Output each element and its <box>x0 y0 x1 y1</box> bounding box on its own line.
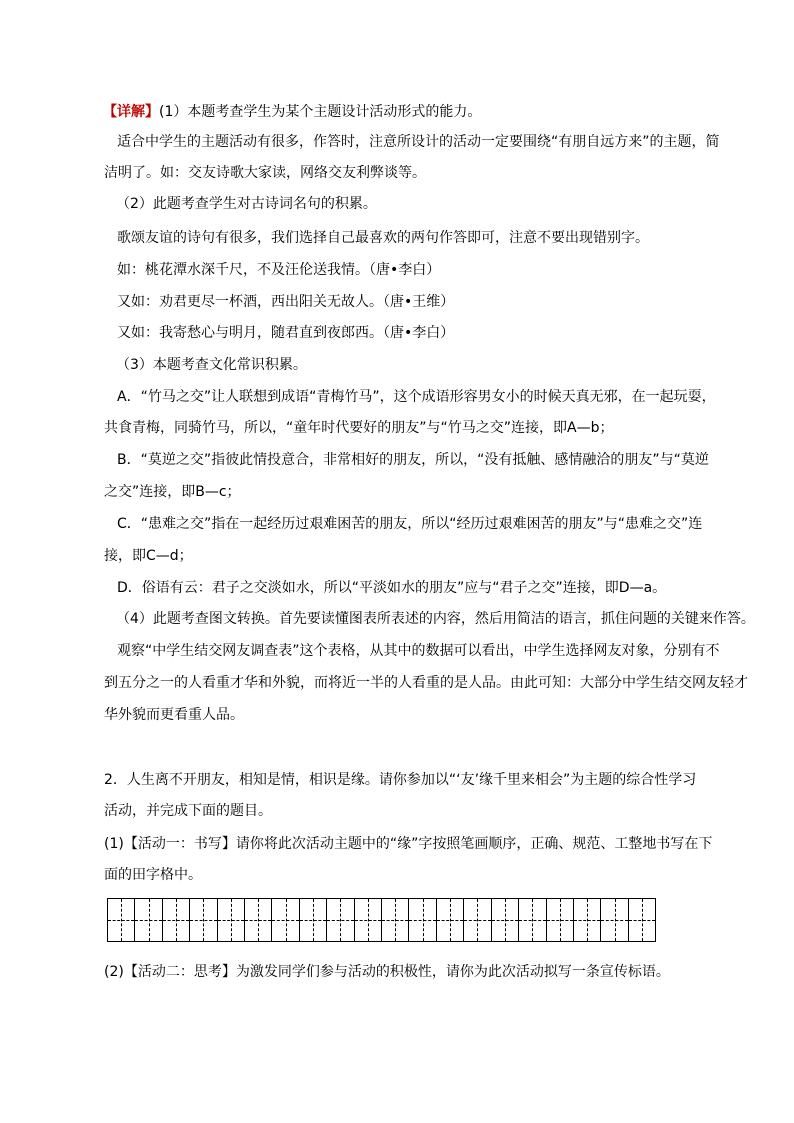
q3-b-line-1: B．“莫逆之交”指彼此情投意合，非常相好的朋友，所以，“没有抵触、感情融洽的朋友”与“莫逆 <box>117 452 709 468</box>
q2-example-2: 又如：劝君更尽一杯酒，西出阳关无故人。（唐•王维） <box>117 294 455 310</box>
q4-body-1: 观察“中学生结交网友调查表”这个表格，从其中的数据可以看出，中学生选择网友对象，分别有不 <box>117 643 720 659</box>
tianzige-cell[interactable] <box>108 899 135 941</box>
question2-stem-1: 2．人生离不开朋友，相知是情，相识是缘。请你参加以“‘友’缘千里来相会”为主题的综合性学习 <box>104 772 697 788</box>
tianzige-cell[interactable] <box>492 899 519 941</box>
tianzige-cell[interactable] <box>574 899 601 941</box>
tianzige-cell[interactable] <box>272 899 299 941</box>
tianzige-cell[interactable] <box>464 899 491 941</box>
q4-intro: （4）此题考查图文转换。首先要读懂图表所表述的内容，然后用简洁的语言，抓住问题的关键来作答。 <box>116 611 755 627</box>
tianzige-cell[interactable] <box>409 899 436 941</box>
q2-example-3: 又如：我寄愁心与明月，随君直到夜郎西。（唐•李白） <box>117 325 455 341</box>
q3-a-line-2: 共食青梅，同骑竹马，所以，“童年时代要好的朋友”与“竹马之交”连接，即A—b； <box>104 420 614 436</box>
q3-d-line: D．俗语有云：君子之交淡如水，所以“平淡如水的朋友”应与“君子之交”连接，即D—a。 <box>117 580 667 596</box>
question2-sub2: (2)【活动二：思考】为激发同学们参与活动的积极性，请你为此次活动拟写一条宣传标语。 <box>104 964 670 980</box>
tianzige-cell[interactable] <box>629 899 655 941</box>
detail-tag: 【详解】 <box>103 104 159 120</box>
tianzige-cell[interactable] <box>218 899 245 941</box>
tianzige-cell[interactable] <box>547 899 574 941</box>
tianzige-cell[interactable] <box>355 899 382 941</box>
q1-body-1: 适合中学生的主题活动有很多，作答时，注意所设计的活动一定要围绕“有朋自远方来”的主题，简 <box>117 134 720 150</box>
q3-intro: （3）本题考查文化常识积累。 <box>116 357 307 373</box>
tianzige-cell[interactable] <box>163 899 190 941</box>
tianzige-cell[interactable] <box>190 899 217 941</box>
tianzige-writing-grid[interactable] <box>107 898 656 942</box>
tianzige-cell[interactable] <box>437 899 464 941</box>
question2-sub1-2: 面的田字格中。 <box>104 867 202 883</box>
tianzige-cell[interactable] <box>300 899 327 941</box>
q2-body: 歌颂友谊的诗句有很多，我们选择自己最喜欢的两句作答即可，注意不要出现错别字。 <box>117 230 649 246</box>
tianzige-cell[interactable] <box>519 899 546 941</box>
q2-example-1: 如：桃花潭水深千尺，不及汪伦送我情。（唐•李白） <box>117 262 441 278</box>
q2-intro: （2）此题考查学生对古诗词名句的积累。 <box>116 196 377 212</box>
tianzige-cell[interactable] <box>135 899 162 941</box>
tianzige-cell[interactable] <box>382 899 409 941</box>
q1-intro: (1）本题考查学生为某个主题设计活动形式的能力。 <box>159 104 482 120</box>
q4-body-2: 到五分之一的人看重才华和外貌，而将近一半的人看重的是人品。由此可知：大部分中学生结交网友轻才 <box>104 675 748 691</box>
tianzige-cell[interactable] <box>601 899 628 941</box>
q3-c-line-1: C．“患难之交”指在一起经历过艰难困苦的朋友，所以“经历过艰难困苦的朋友”与“患难之交”连 <box>117 516 703 532</box>
q3-a-line-1: A．“竹马之交”让人联想到成语“青梅竹马”，这个成语形容男女小的时候天真无邪，在一起玩耍， <box>117 389 716 405</box>
q1-body-2: 洁明了。如：交友诗歌大家读，网络交友利弊谈等。 <box>104 165 426 181</box>
q4-body-3: 华外貌而更看重人品。 <box>104 707 244 723</box>
q3-b-line-2: 之交”连接，即B—c； <box>104 484 241 500</box>
question2-sub1-1: (1)【活动一：书写】请你将此次活动主题中的“缘”字按照笔画顺序，正确、规范、工整地书写在下 <box>104 836 713 852</box>
tianzige-cell[interactable] <box>327 899 354 941</box>
q3-c-line-2: 接，即C—d； <box>104 548 193 564</box>
tianzige-cell[interactable] <box>245 899 272 941</box>
question2-stem-2: 活动，并完成下面的题目。 <box>104 803 272 819</box>
q1-intro-line <box>103 102 481 122</box>
